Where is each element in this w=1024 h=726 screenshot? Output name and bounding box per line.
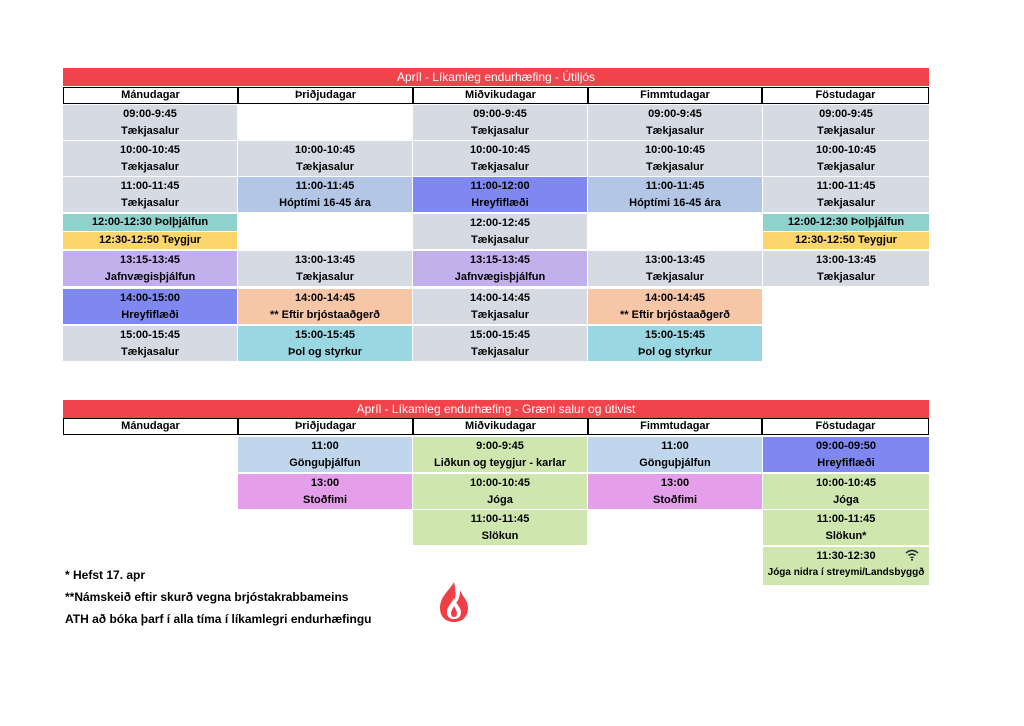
mon-slot-1200: 12:00-12:30 Þolþjálfun — [63, 214, 237, 231]
note-start-date: * Hefst 17. apr — [65, 568, 146, 582]
table1-header-thursday: Fimmtudagar — [588, 87, 762, 104]
t2-wed-slot-1000: 10:00-10:45 Jóga — [413, 474, 587, 509]
fri-slot-1300: 13:00-13:45 Tækjasalur — [763, 251, 929, 286]
t2-fri-slot-1100: 11:00-11:45 Slökun* — [763, 510, 929, 545]
wifi-icon — [905, 549, 919, 561]
mon-slot-1500: 15:00-15:45 Tækjasalur — [63, 326, 237, 361]
t2-fri-slot-1000: 10:00-10:45 Jóga — [763, 474, 929, 509]
t2-wed-slot-0900: 9:00-9:45 Liðkun og teygjur - karlar — [413, 437, 587, 472]
table2-header-tuesday: Þriðjudagar — [238, 418, 413, 435]
table1-header-monday: Mánudagar — [63, 87, 238, 104]
mon-slot-1230: 12:30-12:50 Teygjur — [63, 232, 237, 249]
table2-title: Apríl - Líkamleg endurhæfing - Græni salur og útivist — [63, 400, 929, 418]
table1-header-wednesday: Miðvikudagar — [413, 87, 588, 104]
table2-header-thursday: Fimmtudagar — [588, 418, 762, 435]
wed-slot-1100: 11:00-12:00 Hreyfiflæði — [413, 177, 587, 212]
table1-title: Apríl - Líkamleg endurhæfing - Útiljós — [63, 68, 929, 86]
fri-slot-1000: 10:00-10:45 Tækjasalur — [763, 141, 929, 176]
tue-slot-1300: 13:00-13:45 Tækjasalur — [238, 251, 412, 286]
mon-slot-1400: 14:00-15:00 Hreyfiflæði — [63, 289, 237, 324]
tue-slot-1500: 15:00-15:45 Þol og styrkur — [238, 326, 412, 361]
note-booking: ATH að bóka þarf í alla tíma í líkamlegri endurhæfingu — [65, 612, 372, 626]
thu-slot-1000: 10:00-10:45 Tækjasalur — [588, 141, 762, 176]
t2-thu-slot-1300: 13:00 Stoðfimi — [588, 474, 762, 509]
thu-slot-1400: 14:00-14:45 ** Eftir brjóstaaðgerð — [588, 289, 762, 324]
t2-thu-slot-1100: 11:00 Gönguþjálfun — [588, 437, 762, 472]
wed-slot-1000: 10:00-10:45 Tækjasalur — [413, 141, 587, 176]
mon-slot-1000: 10:00-10:45 Tækjasalur — [63, 141, 237, 176]
wed-slot-0900: 09:00-9:45 Tækjasalur — [413, 105, 587, 140]
t2-wed-slot-1100: 11:00-11:45 Slökun — [413, 510, 587, 545]
t2-tue-slot-1300: 13:00 Stoðfimi — [238, 474, 412, 509]
fri-slot-1230: 12:30-12:50 Teygjur — [763, 232, 929, 249]
table1-header-tuesday: Þriðjudagar — [238, 87, 413, 104]
mon-slot-1315: 13:15-13:45 Jafnvægisþjálfun — [63, 251, 237, 286]
table2-header-friday: Föstudagar — [762, 418, 929, 435]
tue-slot-1400: 14:00-14:45 ** Eftir brjóstaaðgerð — [238, 289, 412, 324]
wed-slot-1200: 12:00-12:45 Tækjasalur — [413, 214, 587, 249]
wed-slot-1315: 13:15-13:45 Jafnvægisþjálfun — [413, 251, 587, 286]
flame-logo — [436, 580, 472, 624]
wed-slot-1500: 15:00-15:45 Tækjasalur — [413, 326, 587, 361]
t2-fri-slot-1130: 11:30-12:30 Jóga nidra í streymi/Landsbyggð — [763, 547, 929, 585]
fri-slot-1100: 11:00-11:45 Tækjasalur — [763, 177, 929, 212]
table1-header-friday: Föstudagar — [762, 87, 929, 104]
mon-slot-0900: 09:00-9:45 Tækjasalur — [63, 105, 237, 140]
table2-header-wednesday: Miðvikudagar — [413, 418, 588, 435]
fri-slot-1200: 12:00-12:30 Þolþjálfun — [763, 214, 929, 231]
t2-tue-slot-1100: 11:00 Gönguþjálfun — [238, 437, 412, 472]
table2-header-monday: Mánudagar — [63, 418, 238, 435]
note-course: **Námskeið eftir skurð vegna brjóstakrabbameins — [65, 590, 349, 604]
fri-slot-0900: 09:00-9:45 Tækjasalur — [763, 105, 929, 140]
thu-slot-1300: 13:00-13:45 Tækjasalur — [588, 251, 762, 286]
t2-fri-slot-0900: 09:00-09:50 Hreyfiflæði — [763, 437, 929, 472]
wed-slot-1400: 14:00-14:45 Tækjasalur — [413, 289, 587, 324]
tue-slot-1100: 11:00-11:45 Hóptími 16-45 ára — [238, 177, 412, 212]
mon-slot-1100: 11:00-11:45 Tækjasalur — [63, 177, 237, 212]
thu-slot-1500: 15:00-15:45 Þol og styrkur — [588, 326, 762, 361]
tue-slot-1000: 10:00-10:45 Tækjasalur — [238, 141, 412, 176]
thu-slot-0900: 09:00-9:45 Tækjasalur — [588, 105, 762, 140]
thu-slot-1100: 11:00-11:45 Hóptími 16-45 ára — [588, 177, 762, 212]
